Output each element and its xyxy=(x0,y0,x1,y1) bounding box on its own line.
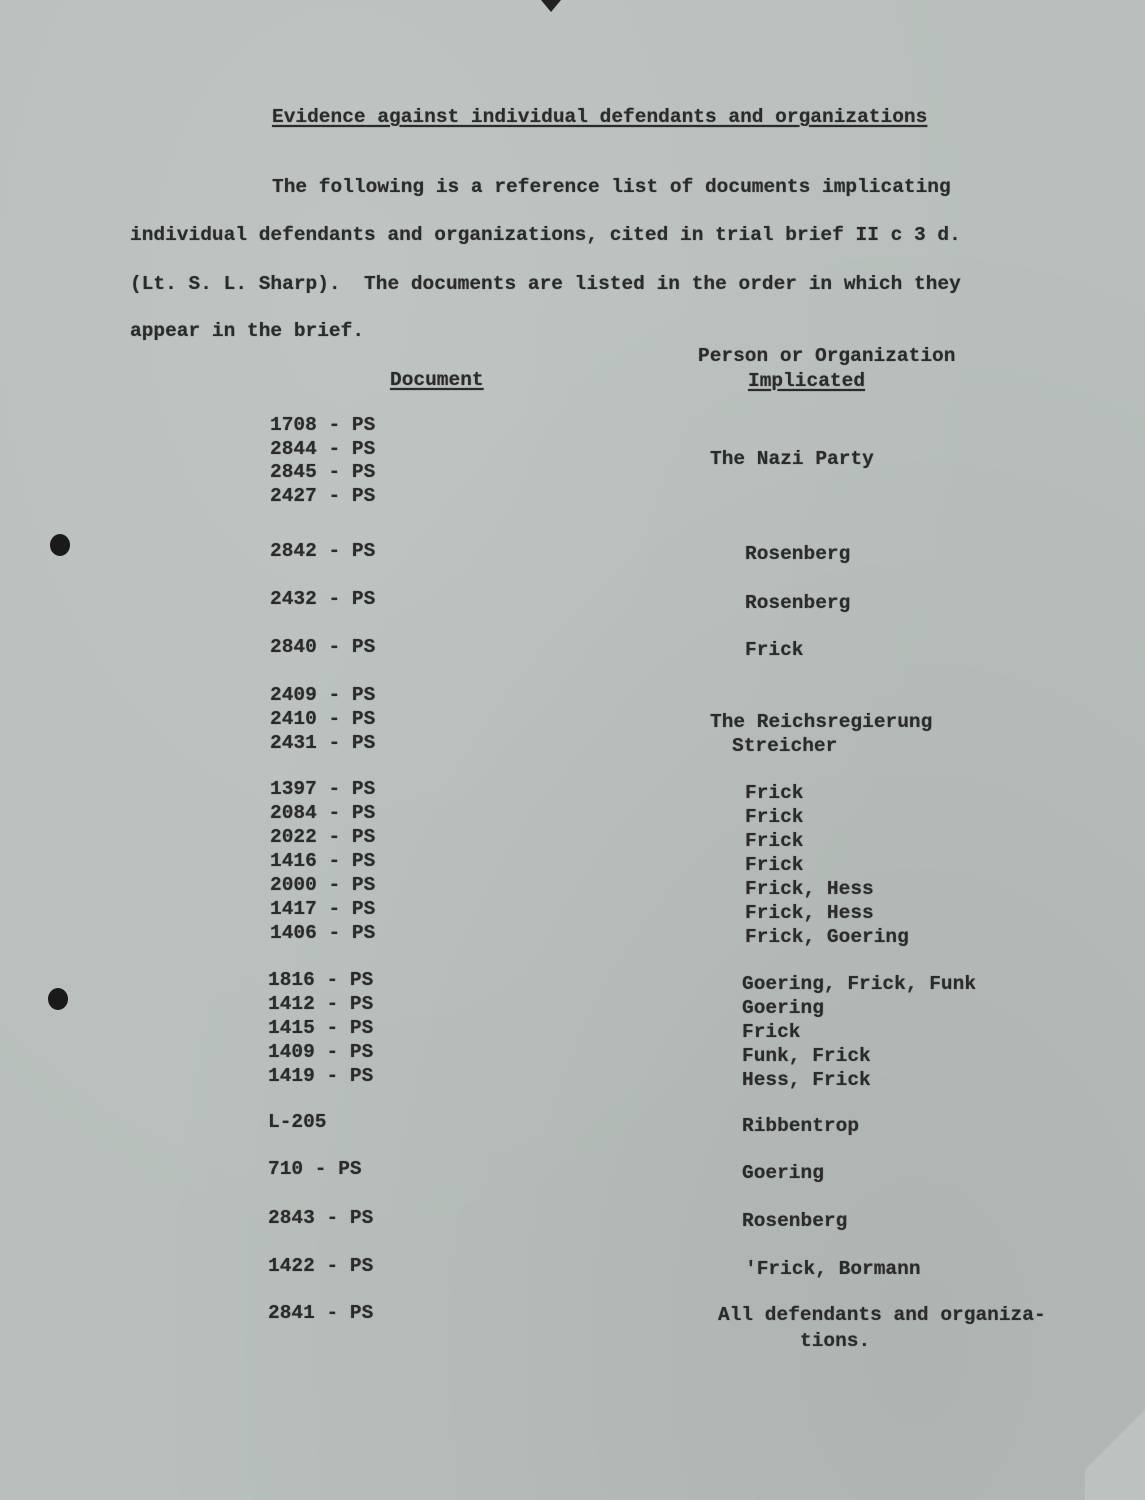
implicated-party: Rosenberg xyxy=(742,1210,848,1232)
implicated-party: Funk, Frick xyxy=(742,1045,871,1067)
implicated-party: Frick xyxy=(745,854,804,876)
document-number: 2844 - PS xyxy=(270,438,376,460)
document-number: 2409 - PS xyxy=(270,684,376,706)
document-number: 2841 - PS xyxy=(268,1302,374,1324)
document-number: 1412 - PS xyxy=(268,993,374,1015)
document-number: 1409 - PS xyxy=(268,1041,374,1063)
document-number: 2084 - PS xyxy=(270,802,376,824)
implicated-party: 'Frick, Bormann xyxy=(745,1258,921,1280)
document-header: Document xyxy=(390,369,484,391)
document-number: 1708 - PS xyxy=(270,414,376,436)
implicated-party: Rosenberg xyxy=(745,543,851,565)
implicated-party: Ribbentrop xyxy=(742,1115,860,1137)
intro-line: The following is a reference list of documents implicating xyxy=(272,176,951,198)
document-number: 2410 - PS xyxy=(270,708,376,730)
document-number: 1419 - PS xyxy=(268,1065,374,1087)
implicated-party: tions. xyxy=(800,1330,871,1352)
document-number: 1397 - PS xyxy=(270,778,376,800)
implicated-party: Frick xyxy=(745,830,804,852)
implicated-party: Frick xyxy=(745,806,804,828)
document-number: 2427 - PS xyxy=(270,485,376,507)
intro-line: individual defendants and organizations, cited in trial brief II c 3 d. xyxy=(130,224,961,246)
intro-line: (Lt. S. L. Sharp). The documents are listed in the order in which they xyxy=(130,273,961,295)
implicated-party: Streicher xyxy=(732,735,838,757)
punch-hole xyxy=(48,988,68,1010)
implicated-party: Goering, Frick, Funk xyxy=(742,973,977,995)
document-number: 2022 - PS xyxy=(270,826,376,848)
document-number: 2842 - PS xyxy=(270,540,376,562)
implicated-party: Goering xyxy=(742,997,824,1019)
implicated-party: Frick xyxy=(745,639,804,661)
implicated-party: Frick, Goering xyxy=(745,926,909,948)
document-number: 2432 - PS xyxy=(270,588,376,610)
document-number: 2845 - PS xyxy=(270,461,376,483)
document-number: 2431 - PS xyxy=(270,732,376,754)
implicated-party: Rosenberg xyxy=(745,592,851,614)
implicated-party: The Nazi Party xyxy=(710,448,874,470)
implicated-party: Hess, Frick xyxy=(742,1069,871,1091)
intro-line: appear in the brief. xyxy=(130,320,365,342)
punch-hole xyxy=(50,534,70,556)
page-corner xyxy=(1085,1380,1145,1500)
person-header: Person or Organization xyxy=(698,345,956,367)
implicated-party: All defendants and organiza- xyxy=(718,1304,1046,1326)
document-number: 2000 - PS xyxy=(270,874,376,896)
document-number: 2843 - PS xyxy=(268,1207,374,1229)
document-number: 2840 - PS xyxy=(270,636,376,658)
implicated-party: Frick, Hess xyxy=(745,902,874,924)
document-number: 1422 - PS xyxy=(268,1255,374,1277)
document-number: L-205 xyxy=(268,1111,327,1133)
document-number: 1415 - PS xyxy=(268,1017,374,1039)
document-number: 710 - PS xyxy=(268,1158,362,1180)
document-number: 1816 - PS xyxy=(268,969,374,991)
implicated-party: Goering xyxy=(742,1162,824,1184)
document-number: 1416 - PS xyxy=(270,850,376,872)
implicated-party: The Reichsregierung xyxy=(710,711,933,733)
document-number: 1417 - PS xyxy=(270,898,376,920)
implicated-party: Frick xyxy=(742,1021,801,1043)
implicated-header: Implicated xyxy=(748,370,866,392)
implicated-party: Frick, Hess xyxy=(745,878,874,900)
document-number: 1406 - PS xyxy=(270,922,376,944)
implicated-party: Frick xyxy=(745,782,804,804)
paper-tab-mark xyxy=(541,0,561,12)
document-title: Evidence against individual defendants and organizations xyxy=(272,106,928,128)
